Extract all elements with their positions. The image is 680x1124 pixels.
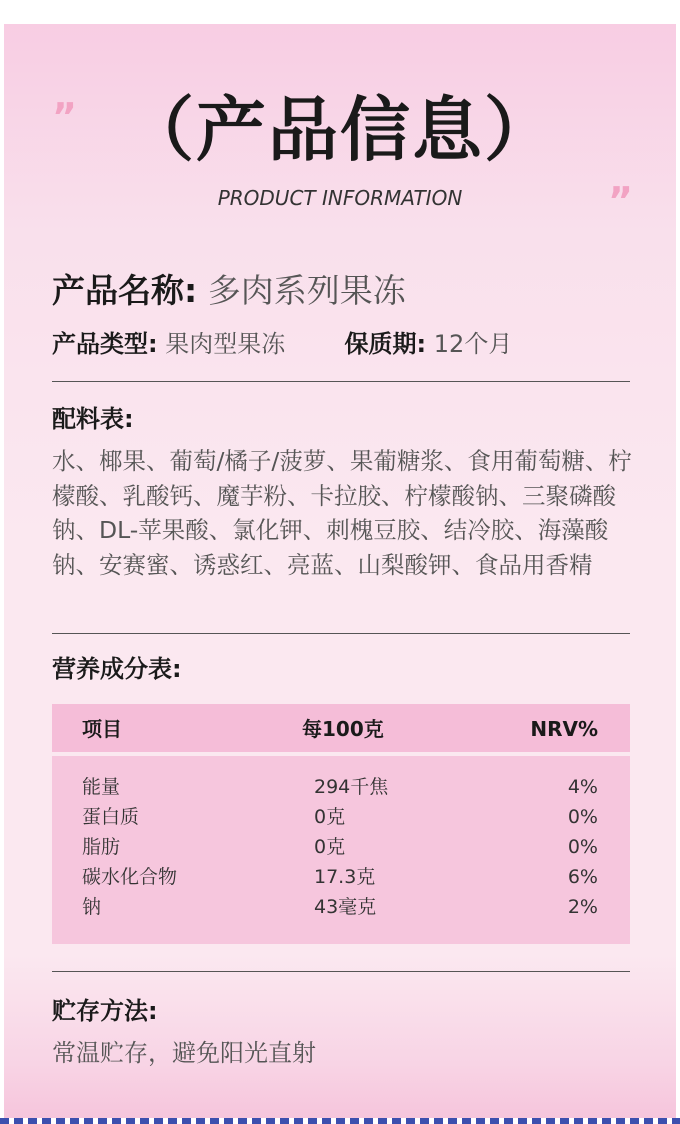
product-name-value: 多肉系列果冻 bbox=[207, 271, 406, 310]
nutrient-nrv: 0% bbox=[567, 836, 598, 858]
shelf-life-value: 12个月 bbox=[433, 330, 513, 358]
nutrient-amount: 294千焦 bbox=[314, 776, 389, 798]
header-item: 项目 bbox=[82, 717, 122, 741]
page-title: （产品信息） bbox=[124, 89, 556, 171]
nutrient-name: 钠 bbox=[82, 896, 102, 918]
close-quote-mark: ” bbox=[608, 179, 633, 223]
nutrient-nrv: 4% bbox=[567, 776, 598, 798]
nutrient-name: 碳水化合物 bbox=[82, 866, 178, 888]
nutrient-amount: 43毫克 bbox=[314, 896, 377, 918]
dashed-bottom-border bbox=[0, 1118, 680, 1124]
nutrient-name: 蛋白质 bbox=[82, 806, 140, 828]
ingredients-title: 配料表: bbox=[52, 405, 134, 433]
nutrition-table-body bbox=[52, 756, 630, 944]
product-type-row bbox=[52, 326, 512, 362]
nutrition-title: 营养成分表: bbox=[52, 655, 182, 683]
divider bbox=[52, 381, 630, 382]
nutrition-table bbox=[52, 704, 630, 944]
product-name-label: 产品名称: bbox=[52, 271, 198, 310]
nutrition-table-header bbox=[52, 704, 630, 752]
shelf-life-label: 保质期: bbox=[344, 330, 427, 358]
product-type-value: 果肉型果冻 bbox=[165, 330, 286, 358]
header-nrv: NRV% bbox=[530, 717, 598, 741]
nutrient-amount: 0克 bbox=[314, 836, 346, 858]
nutrient-amount: 17.3克 bbox=[314, 866, 376, 888]
page-subtitle: PRODUCT INFORMATION bbox=[217, 186, 463, 210]
nutrient-amount: 0克 bbox=[314, 806, 346, 828]
product-name-row bbox=[52, 268, 406, 314]
storage-text: 常温贮存，避免阳光直射 bbox=[52, 1039, 316, 1067]
divider bbox=[52, 971, 630, 972]
nutrient-nrv: 2% bbox=[567, 896, 598, 918]
divider bbox=[52, 633, 630, 634]
storage-title: 贮存方法: bbox=[52, 997, 158, 1025]
nutrient-name: 脂肪 bbox=[82, 836, 121, 858]
header-per-100g: 每100克 bbox=[302, 717, 384, 741]
ingredients-text: 水、椰果、葡萄/橘子/菠萝、果葡糖浆、食用葡萄糖、柠檬酸、乳酸钙、魔芋粉、卡拉胶、柠檬酸钠、三聚磷酸钠、DL-苹果酸、氯化钾、刺槐豆胶、结冷胶、海藻酸钠、安赛蜜、诱惑红、亮蓝、山梨酸钾、食品用香精 bbox=[52, 447, 632, 579]
product-type-label: 产品类型: bbox=[52, 330, 158, 358]
nutrient-nrv: 0% bbox=[567, 806, 598, 828]
nutrient-name: 能量 bbox=[82, 776, 121, 798]
open-quote-mark: ” bbox=[52, 95, 77, 139]
nutrient-nrv: 6% bbox=[567, 866, 598, 888]
